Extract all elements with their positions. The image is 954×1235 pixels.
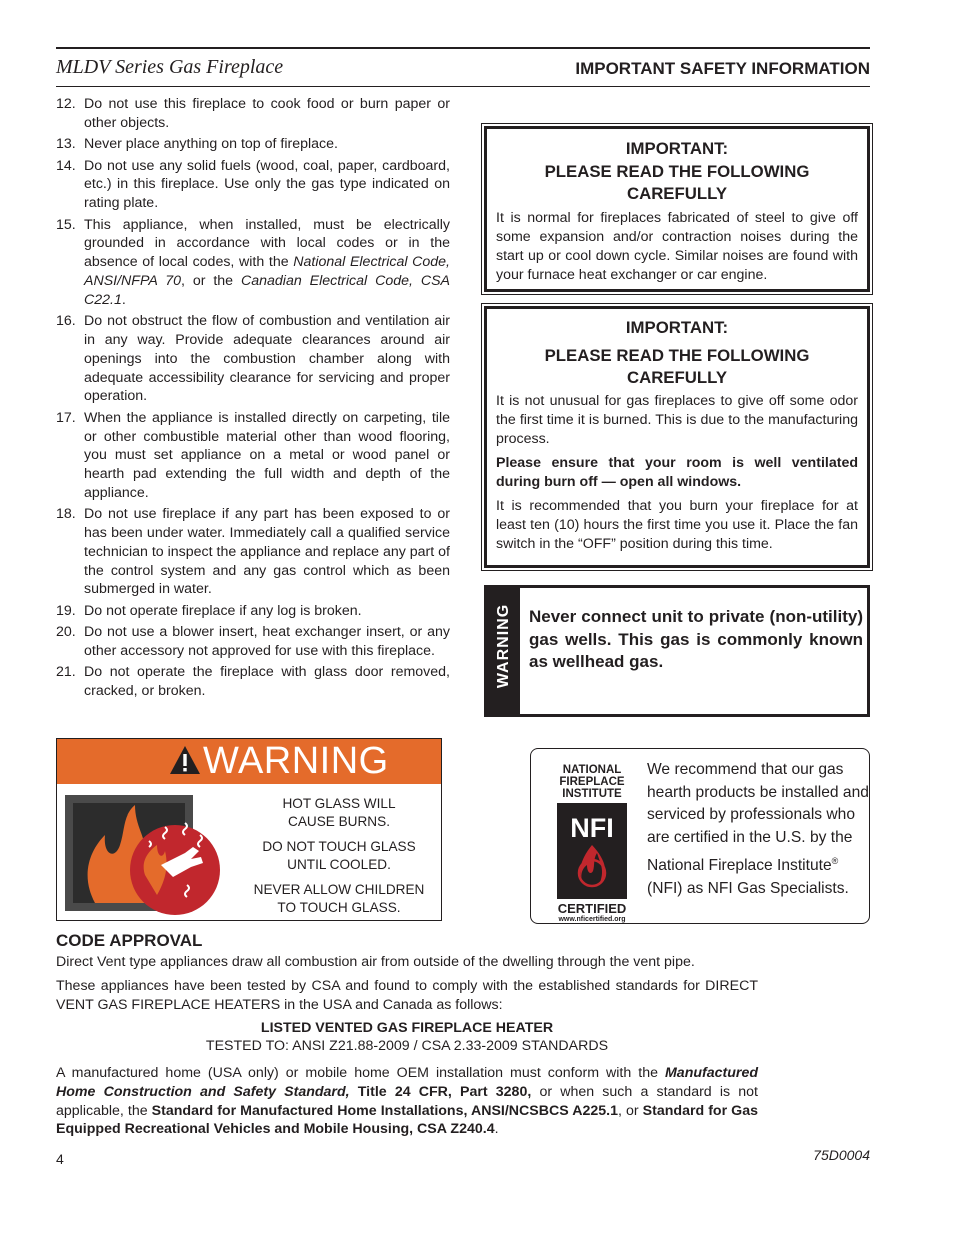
- list-item-text: Do not operate the fireplace with glass door removed, cracked, or broken.: [84, 664, 450, 700]
- manufactured-home-para: [56, 1064, 758, 1139]
- warning-message: [239, 838, 439, 873]
- code-approval-para: Direct Vent type appliances draw all combustion air from outside of the dwelling through the vent pipe.: [56, 954, 695, 970]
- para-text-part: Standard for Gas Equipped Recreational Vehicles and Mobile Housing, CSA Z240.4: [56, 1102, 758, 1138]
- warning-side-label: WARNING: [494, 603, 512, 689]
- list-item-text: Do not use any solid fuels (wood, coal, paper, cardboard, etc.) in this fireplace. Use only the gas type indicated on rating plate.: [84, 157, 450, 212]
- safety-list-item: [56, 95, 450, 133]
- para-text-part: .: [494, 1121, 499, 1138]
- nfi-logo-line: INSTITUTE: [562, 788, 622, 800]
- warning-label-messages: [239, 795, 439, 924]
- box-title-line: IMPORTANT:: [625, 139, 729, 158]
- section-title: IMPORTANT SAFETY INFORMATION: [575, 59, 870, 78]
- list-item-text: National Electrical Code, ANSI/NFPA 70: [84, 254, 450, 289]
- safety-list-item: [56, 409, 450, 503]
- box-para: It is recommended that you burn your fireplace for at least ten (10) hours the first time you use it. Place the fan switch in the “OFF” position during this time.: [496, 497, 858, 552]
- list-item-text: Canadian Electrical Code, CSA C22.1: [84, 272, 450, 308]
- box-title-line: PLEASE READ THE FOLLOWING: [544, 345, 810, 365]
- nfi-url: www.nficertified.org: [558, 916, 626, 923]
- para-text-part: Manufactured Home Construction and Safety Standard,: [56, 1065, 758, 1100]
- box-para: It is not unusual for gas fireplaces to give off some odor the first time it is burned. This is due to the manufacturing process.: [496, 392, 858, 447]
- wellhead-gas-warning: [484, 585, 870, 717]
- box-title-line: CAREFULLY: [626, 368, 728, 387]
- warning-message-line: UNTIL COOLED.: [287, 856, 391, 872]
- code-approval-para: These appliances have been tested by CSA and found to comply with the established standards for DIRECT VENT GAS FIREPLACE HEATERS in the USA and Canada as follows:: [56, 978, 758, 1013]
- warning-message-line: HOT GLASS WILL: [282, 796, 396, 811]
- nfi-logo-mark: NFI: [570, 813, 614, 843]
- list-item-text: .: [121, 291, 126, 308]
- list-item-number: 14.: [56, 157, 76, 174]
- safety-list-item: [56, 505, 450, 599]
- list-item-number: 18.: [56, 506, 76, 523]
- para-text-part: Standard for Manufactured Home Installations, ANSI/NCSBCS A225.1: [151, 1102, 618, 1119]
- warning-label-header: [57, 739, 441, 784]
- box-para-bold: Please ensure that your room is well ventilated during burn off — open all windows.: [496, 454, 858, 490]
- warning-label-title: WARNING: [203, 740, 389, 782]
- listed-heater-title: LISTED VENTED GAS FIREPLACE HEATER: [260, 1020, 554, 1036]
- list-item-text: This appliance, when installed, must be electrically grounded in accordance with local codes or in the absence of local codes, with the: [84, 216, 450, 271]
- nfi-recommendation: [647, 759, 869, 900]
- safety-list-item: [56, 157, 450, 213]
- nfi-certified-label: CERTIFIED: [557, 901, 627, 916]
- list-item-number: 21.: [56, 664, 76, 681]
- box-body: It is normal for fireplaces fabricated of steel to give off some expansion and/or contraction noises during the start up or cool down cycle. Similar noises are found with your furnace heat exchanger or car engine.: [496, 209, 858, 283]
- para-text-part: or when such a standard is not applicable, the: [56, 1083, 758, 1119]
- top-rule: [56, 47, 870, 49]
- box-title-line: CAREFULLY: [626, 184, 728, 203]
- list-item-text: Do not operate fireplace if any log is broken.: [84, 602, 362, 619]
- warning-message-line: TO TOUCH GLASS.: [277, 899, 401, 915]
- box-title-line: PLEASE READ THE FOLLOWING: [544, 161, 810, 181]
- list-item-text: Do not use fireplace if any part has been exposed to or has been under water. Immediately call a qualified service technician to inspect the appliance and replace any part of the control system and any gas control which as been submerged in water.: [84, 506, 450, 598]
- important-box-noises: [484, 126, 870, 292]
- warning-message-line: DO NOT TOUCH GLASS: [262, 839, 416, 854]
- list-item-number: 16.: [56, 313, 76, 330]
- list-item-number: 13.: [56, 136, 76, 153]
- nfi-certification-panel: [530, 748, 870, 924]
- safety-list-item: [56, 663, 450, 701]
- list-item-number: 12.: [56, 96, 76, 112]
- list-item-text: When the appliance is installed directly on carpeting, tile or other combustible material other than wood flooring, you must set appliance on a metal or wood panel or hearth pad extending the full width and depth of the appliance.: [84, 409, 450, 501]
- warning-message: [239, 795, 439, 830]
- warning-message-line: CAUSE BURNS.: [288, 813, 390, 829]
- safety-list-item: [56, 216, 450, 310]
- manual-series-title: MLDV Series Gas Fireplace: [56, 56, 284, 78]
- warning-message: [239, 881, 439, 916]
- hot-glass-burn-icon: [65, 795, 215, 915]
- header-rule: [56, 86, 870, 87]
- list-item-number: 15.: [56, 216, 76, 233]
- page-number: 4: [56, 1151, 64, 1167]
- list-item-text: Never place anything on top of fireplace.: [84, 136, 338, 153]
- box-title-line: IMPORTANT:: [625, 318, 729, 337]
- registered-mark: ®: [831, 855, 839, 866]
- safety-list-item: [56, 623, 450, 661]
- list-item-number: 20.: [56, 624, 76, 641]
- safety-list-item: [56, 312, 450, 406]
- list-item-text: , or the: [181, 272, 241, 289]
- warning-side-bar: [487, 588, 520, 714]
- list-item-text: Do not obstruct the flow of combustion and ventilation air in any way. Provide adequate clearances around air openings into the combustion chamber along with adequate accessibility clearance for servicing and proper operation.: [84, 313, 450, 405]
- warning-triangle-icon: [169, 744, 201, 776]
- safety-list-item: [56, 602, 450, 621]
- safety-list-item: [56, 135, 450, 154]
- nfi-logo-line: FIREPLACE: [559, 776, 625, 788]
- important-box-odor: [484, 306, 870, 568]
- safety-list: [56, 95, 450, 704]
- list-item-text: Do not use this fireplace to cook food or burn paper or other objects.: [84, 96, 450, 131]
- list-item-text: Do not use a blower insert, heat exchanger insert, or any other accessory not approved for use with this fireplace.: [84, 624, 450, 660]
- nfi-logo-line: NATIONAL: [562, 764, 622, 776]
- tested-standards: TESTED TO: ANSI Z21.88-2009 / CSA 2.33-2009 STANDARDS: [205, 1038, 609, 1054]
- list-item-number: 19.: [56, 602, 76, 619]
- nfi-logo-icon: [549, 761, 635, 923]
- para-text-part: A manufactured home (USA only) or mobile home OEM installation must conform with the: [56, 1065, 665, 1081]
- para-text-part: , or: [617, 1102, 643, 1119]
- document-code: 75D0004: [813, 1147, 870, 1163]
- para-text-part: [350, 1084, 358, 1100]
- warning-text: Never connect unit to private (non-utility) gas wells. This gas is commonly known as wellhead gas.: [529, 607, 863, 671]
- hot-glass-warning-label: [56, 738, 442, 921]
- list-item-number: 17.: [56, 409, 76, 426]
- code-approval-heading: CODE APPROVAL: [56, 931, 203, 950]
- para-text-part: Title 24 CFR, Part 3280,: [357, 1083, 532, 1100]
- nfi-text-part: (NFI) as NFI Gas Specialists.: [647, 879, 849, 897]
- nfi-text-part: We recommend that our gas hearth products be installed and serviced by professionals who are certified in the U.S. by the National Fireplace Institute: [647, 761, 869, 874]
- warning-message-line: NEVER ALLOW CHILDREN: [253, 882, 425, 897]
